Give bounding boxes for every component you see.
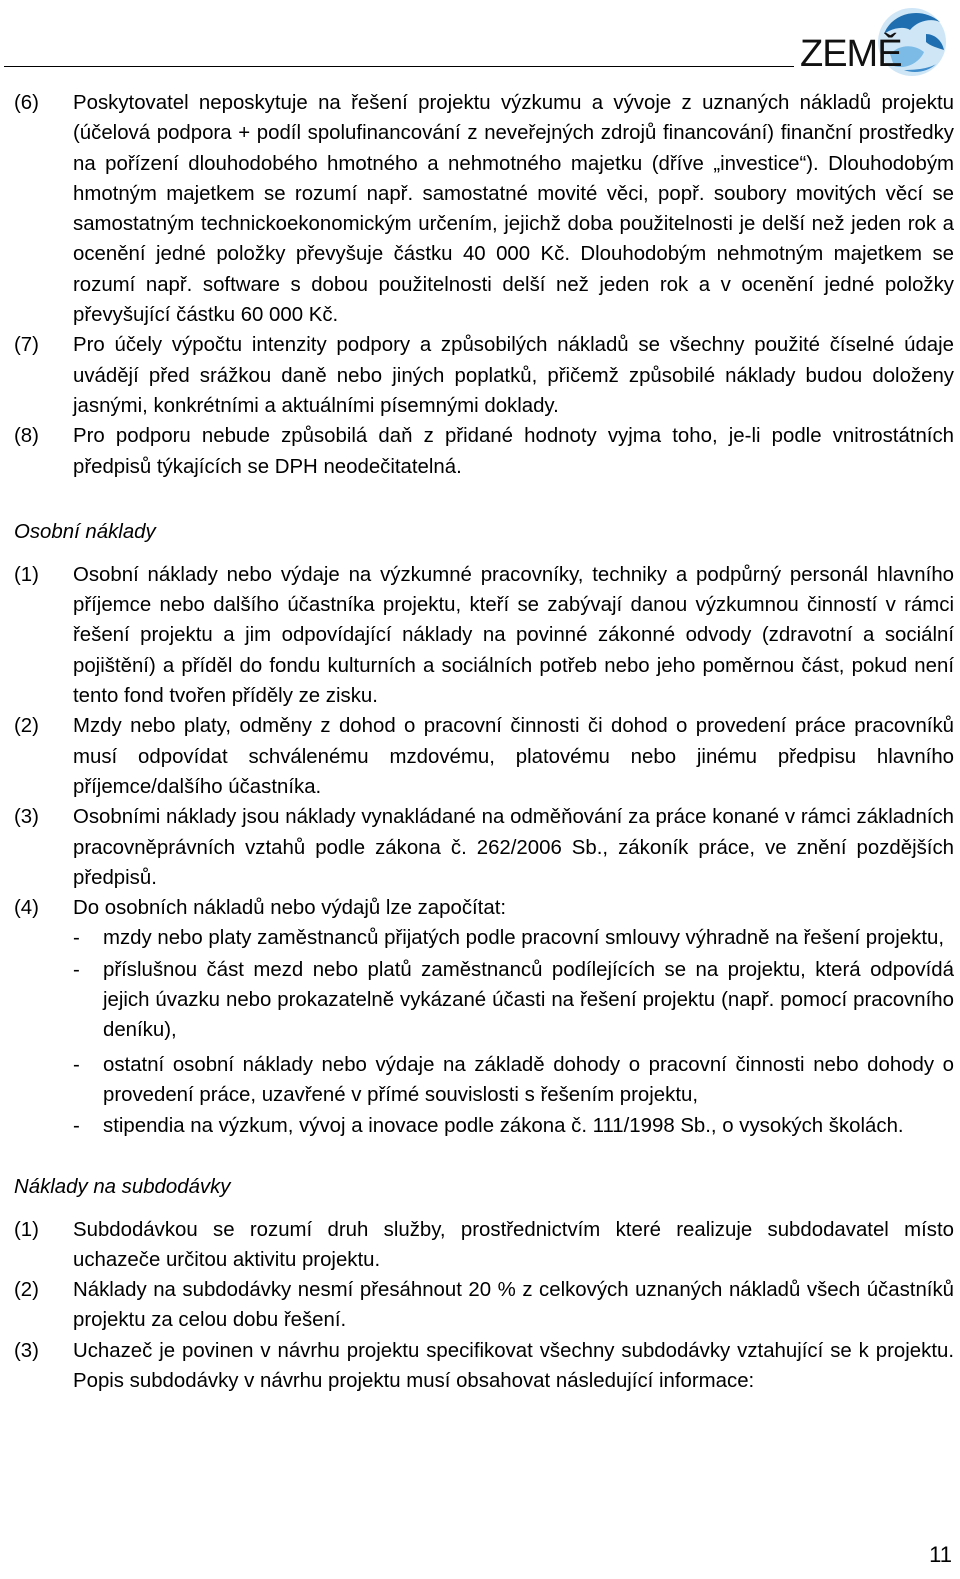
item-text: Pro podporu nebude způsobilá daň z přidané hodnoty vyjma toho, je-li podle vnitrostátních předpisů týkajících se DPH neodečitatelná. — [73, 425, 954, 478]
logo-text: ZEMĚ — [800, 33, 902, 75]
item-number: (8) — [14, 425, 39, 448]
list-item — [14, 802, 954, 893]
section-title: Osobní náklady — [14, 520, 156, 543]
bullet-item — [73, 1050, 954, 1111]
item-text: Mzdy nebo platy, odměny z dohod o pracovní činnosti či dohod o provedení práce pracovníků musí odpovídat schválenému mzdovému, platovému nebo jinému předpisu hlavního příjemce/dalšího účastníka. — [73, 715, 954, 798]
list-item — [14, 893, 954, 923]
section-investment — [14, 88, 954, 482]
bullet-dash: - — [73, 958, 80, 981]
bullet-text: příslušnou část mezd nebo platů zaměstnanců podílejících se na projektu, která odpovídá jejich úvazku nebo prokazatelně vykázané účasti na řešení projektu (např. pomocí pracovního deníku), — [103, 958, 954, 1042]
item-number: (1) — [14, 563, 39, 586]
item-number: (2) — [14, 715, 39, 738]
item-text: Subdodávkou se rozumí druh služby, prostřednictvím které realizuje subdodavatel místo uchazeče určitou aktivitu projektu. — [73, 1218, 954, 1271]
item-text: Poskytovatel neposkytuje na řešení projektu výzkumu a vývoje z uznaných nákladů projektu (účelová podpora + podíl spolufinancování z neveřejných zdrojů financování) finanční prostředky na pořízení dlouhodobého hmotného a nehmotného majetku (dříve „investice“). Dlouhodobým hmotným majetkem se rozumí např. samostatné movité věci, popř. soubory movitých věcí se samostatným technickoekonomickým určením, jejichž doba použitelnosti je delší než jeden rok a ocenění jedné položky převyšuje částku 40 000 Kč. Dlouhodobým nehmotným majetkem se rozumí např. software s dobou použitelnosti delší než jeden rok a v ocenění jedné položky převyšující částku 60 000 Kč. — [73, 92, 954, 327]
bullet-dash: - — [73, 1115, 80, 1138]
section-title: Náklady na subdodávky — [14, 1175, 231, 1198]
item-text: Do osobních nákladů nebo výdajů lze započítat: — [73, 897, 507, 920]
list-item — [14, 1336, 954, 1397]
item-text: Uchazeč je povinen v návrhu projektu specifikovat všechny subdodávky vztahující se k projektu. Popis subdodávky v návrhu projektu musí obsahovat následující informace: — [73, 1339, 954, 1392]
list-item — [14, 1275, 954, 1336]
list-item — [14, 421, 954, 482]
item-number: (4) — [14, 897, 39, 920]
item-text: Náklady na subdodávky nesmí přesáhnout 20 % z celkových uznaných nákladů všech účastníků projektu za celou dobu řešení. — [73, 1279, 954, 1332]
item-number: (3) — [14, 1339, 39, 1362]
item-number: (6) — [14, 92, 39, 114]
bullet-dash: - — [73, 927, 80, 950]
item-number: (2) — [14, 1279, 39, 1302]
item-text: Osobními náklady jsou náklady vynakládané na odměňování za práce konané v rámci základních pracovněprávních vztahů podle zákona č. 262/2006 Sb., zákoník práce, ve znění pozdějších předpisů. — [73, 806, 954, 889]
list-item — [14, 88, 954, 330]
page-number: 11 — [929, 1542, 952, 1567]
bullet-text: stipendia na výzkum, vývoj a inovace podle zákona č. 111/1998 Sb., o vysokých školách. — [103, 1115, 904, 1138]
item-number: (3) — [14, 806, 39, 829]
bullet-item — [73, 1111, 954, 1141]
list-item — [14, 560, 954, 711]
bullet-dash: - — [73, 1053, 80, 1076]
header-divider — [4, 66, 794, 67]
item-number: (1) — [14, 1218, 39, 1241]
list-item — [14, 711, 954, 802]
item-number: (7) — [14, 334, 39, 357]
document-body — [14, 88, 954, 1396]
section-subcontracting — [14, 1172, 954, 1397]
list-item — [14, 330, 954, 421]
logo — [800, 4, 950, 82]
bullet-text: ostatní osobní náklady nebo výdaje na základě dohody o pracovní činnosti nebo dohody o provedení práce, uzavřené v přímé souvislosti s řešením projektu, — [103, 1053, 954, 1106]
item-text: Pro účely výpočtu intenzity podpory a způsobilých nákladů se všechny použité číselné údaje uvádějí před srážkou daně nebo jiných poplatků, přičemž způsobilé náklady budou doloženy jasnými, konkrétními a aktuálními písemnými doklady. — [73, 334, 954, 417]
bullet-text: mzdy nebo platy zaměstnanců přijatých podle pracovní smlouvy výhradně na řešení projektu, — [103, 927, 944, 950]
section-personal-costs — [14, 517, 954, 1142]
item-text: Osobní náklady nebo výdaje na výzkumné pracovníky, techniky a podpůrný personál hlavního příjemce nebo dalšího účastníka projektu, kteří se zabývají danou výzkumnou činností v rámci řešení projektu a jim odpovídající náklady na povinné zákonné odvody (zdravotní a sociální pojištění) a příděl do fondu kulturních a sociálních potřeb nebo jeho poměrnou část, pokud není tento fond tvořen příděly ze zisku. — [73, 563, 954, 708]
bullet-item — [73, 923, 954, 953]
bullet-item — [73, 955, 954, 1046]
list-item — [14, 1215, 954, 1276]
